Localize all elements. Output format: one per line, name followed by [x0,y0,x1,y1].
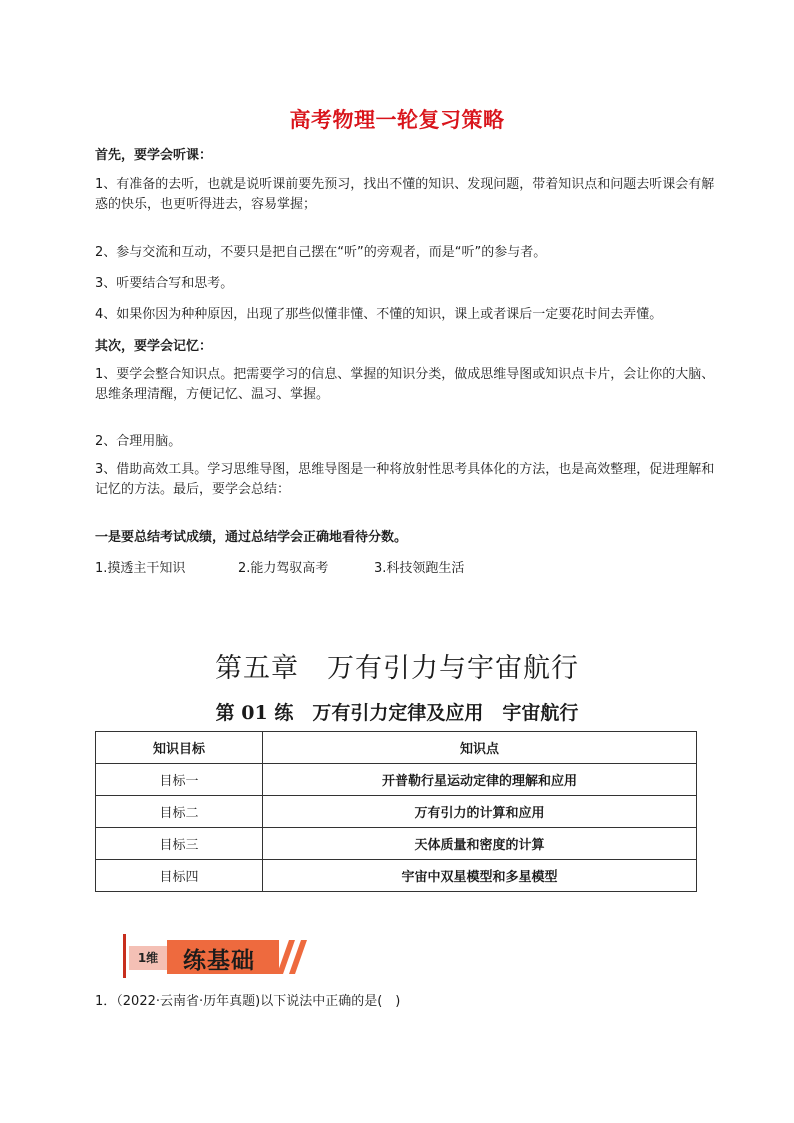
table-cell-point: 万有引力的计算和应用 [263,796,697,828]
section-heading-listening: 首先，要学会听课： [95,148,213,163]
table-cell-point: 天体质量和密度的计算 [263,828,697,860]
table-row [96,764,697,796]
table-header-goal: 知识目标 [96,732,263,764]
table-row [96,796,697,828]
banner-accent-bar [123,934,126,978]
summary-line: 一是要总结考试成绩，通过总结学会正确地看待分数。 [95,530,408,545]
slogan-1: 1.摸透主干知识 [95,561,186,576]
listening-item-1: 1、有准备的去听，也就是说听课前要先预习，找出不懂的知识、发现问题，带着知识点和问题去听课会有解惑的快乐，也更听得进去，容易掌握； [95,177,715,212]
table-row [96,828,697,860]
table-cell-goal: 目标二 [96,796,263,828]
table-cell-goal: 目标三 [96,828,263,860]
banner-tag: 1维 [129,946,167,970]
table-cell-goal: 目标四 [96,860,263,892]
table-cell-goal: 目标一 [96,764,263,796]
lesson-title: 第 01 练 万有引力定律及应用 宇宙航行 [215,702,579,724]
section-heading-memory: 其次，要学会记忆： [95,339,213,354]
banner-label: 练基础 [183,948,255,974]
memory-item-3: 3、借助高效工具。学习思维导图，思维导图是一种将放射性思考具体化的方法，也是高效整理，促进理解和记忆的方法。最后，要学会总结： [95,462,715,497]
listening-item-4: 4、如果你因为种种原因，出现了那些似懂非懂、不懂的知识，课上或者课后一定要花时间去弄懂。 [95,307,663,322]
page-title: 高考物理一轮复习策略 [289,108,505,132]
table-row [96,860,697,892]
question-1: 1．（2022·云南省·历年真题)以下说法中正确的是( ) [95,994,401,1009]
memory-item-1: 1、要学会整合知识点。把需要学习的信息、掌握的知识分类，做成思维导图或知识点卡片，会让你的大脑、思维条理清醒，方便记忆、温习、掌握。 [95,367,715,402]
memory-item-2: 2、合理用脑。 [95,434,182,449]
table-header-point: 知识点 [263,732,697,764]
slogan-3: 3.科技领跑生活 [374,561,465,576]
listening-item-3: 3、听要结合写和思考。 [95,276,234,291]
table-header-row [96,732,697,764]
knowledge-table [95,731,697,892]
listening-item-2: 2、参与交流和互动，不要只是把自己摆在“听”的旁观者，而是“听”的参与者。 [95,245,547,260]
slogan-2: 2.能力驾驭高考 [238,561,329,576]
practice-banner [123,934,313,978]
table-cell-point: 开普勒行星运动定律的理解和应用 [263,764,697,796]
table-cell-point: 宇宙中双星模型和多星模型 [263,860,697,892]
stripes-icon [273,940,313,974]
chapter-title: 第五章 万有引力与宇宙航行 [215,653,579,684]
